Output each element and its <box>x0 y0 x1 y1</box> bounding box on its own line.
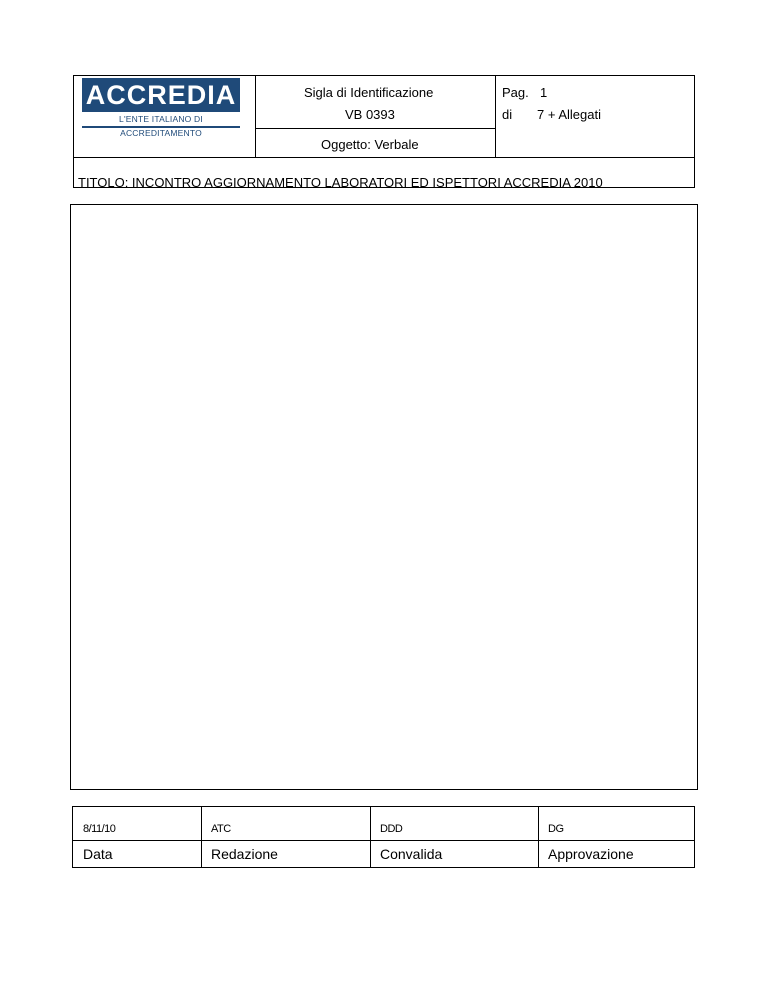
id-value: VB 0393 <box>345 107 395 122</box>
content-area <box>70 204 698 790</box>
approved-label: Approvazione <box>548 846 634 862</box>
validated-label: Convalida <box>380 846 443 862</box>
logo-wordmark: ACCREDIA <box>82 78 240 112</box>
accredia-logo <box>82 78 242 138</box>
drafted-label: Redazione <box>211 846 278 862</box>
col-divider-3 <box>538 807 539 867</box>
divider-title <box>74 157 694 158</box>
date-label: Data <box>83 846 113 862</box>
validated-value: DDD <box>380 823 403 835</box>
col-divider-2 <box>370 807 371 867</box>
drafted-value: ATC <box>211 823 231 835</box>
document-title: TITOLO: INCONTRO AGGIORNAMENTO LABORATORI ED ISPETTORI ACCREDIA 2010 <box>78 175 603 190</box>
id-label: Sigla di Identificazione <box>304 85 434 100</box>
logo-underline <box>82 126 240 128</box>
approval-table <box>72 806 695 868</box>
approved-value: DG <box>548 823 564 835</box>
of-label: di <box>502 107 513 122</box>
subject: Oggetto: Verbale <box>321 137 419 152</box>
logo-tagline: L'ENTE ITALIANO DI ACCREDITAMENTO <box>119 114 203 138</box>
row-divider <box>73 840 694 841</box>
divider-subject <box>255 128 496 129</box>
page-label: Pag. <box>502 85 529 100</box>
of-value: 7 + Allegati <box>537 107 601 122</box>
date-value: 8/11/10 <box>83 823 116 835</box>
page-value: 1 <box>540 85 548 100</box>
document-header <box>73 75 695 188</box>
col-divider-1 <box>201 807 202 867</box>
divider-logo <box>255 76 256 158</box>
divider-page <box>495 76 496 158</box>
